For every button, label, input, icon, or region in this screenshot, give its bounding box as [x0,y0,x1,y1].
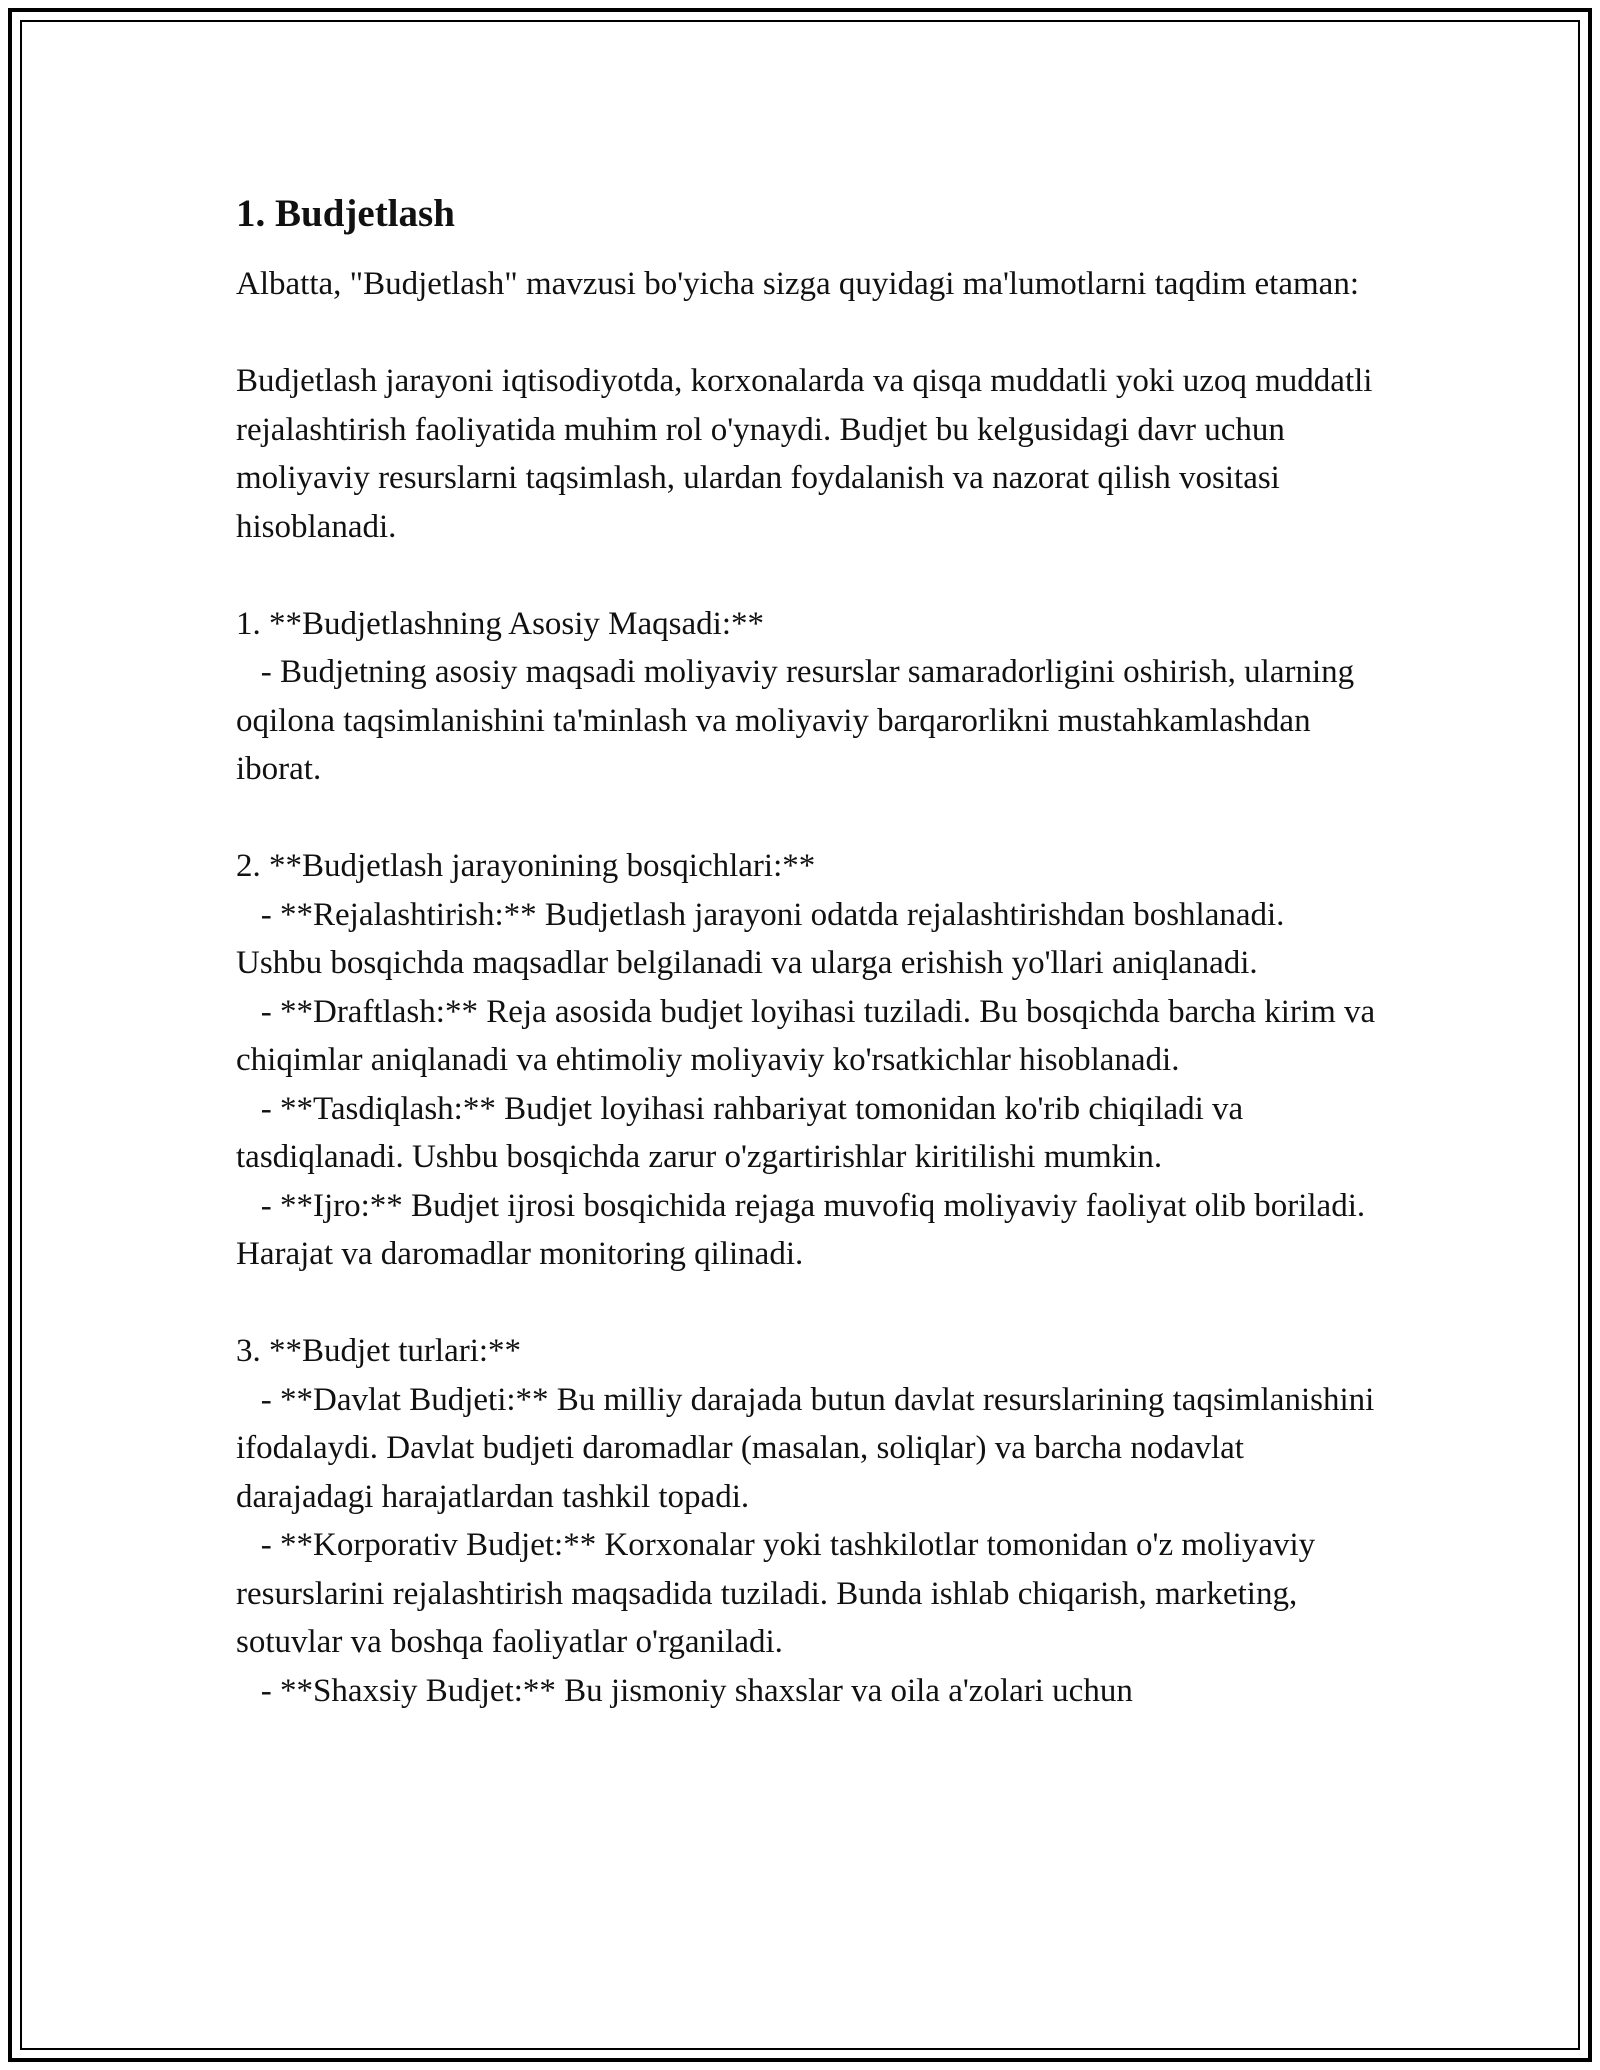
paragraph-gap [236,794,1376,843]
section-1-item: - Budjetning asosiy maqsadi moliyaviy resurslar samaradorligini oshirish, ularning oqilona taqsimlanishini ta'minlash va moliyaviy barqarorlikni mustahkamlashdan iborat. [236,654,1363,787]
section-2-title: 2. **Budjetlash jarayonining bosqichlari:** [236,848,816,884]
paragraph-gap [236,551,1376,600]
section-3-item: - **Korporativ Budjet:** Korxonalar yoki tashkilotlar tomonidan o'z moliyaviy resurslarini rejalashtirish maqsadida tuziladi. Bunda ishlab chiqarish, marketing, sotuvlar va boshqa faoliyatlar o'rganiladi. [236,1527,1324,1660]
section-2-item: - **Draftlash:** Reja asosida budjet loyihasi tuziladi. Bu bosqichda barcha kirim va chiqimlar aniqlanadi va ehtimoliy moliyaviy ko'rsatkichlar hisoblanadi. [236,993,1384,1078]
section-3-item: - **Davlat Budjeti:** Bu milliy darajada butun davlat resurslarining taqsimlanishini ifodalaydi. Davlat budjeti daromadlar (masalan, soliqlar) va barcha nodavlat darajadagi harajatlardan tashkil topadi. [236,1381,1383,1515]
section-1-title: 1. **Budjetlashning Asosiy Maqsadi:** [236,605,764,642]
section-3-title: 3. **Budjet turlari:** [236,1333,522,1369]
document-heading: 1. Budjetlash [236,192,455,235]
description-paragraph: Budjetlash jarayoni iqtisodiyotda, korxonalarda va qisqa muddatli yoki uzoq muddatli rejalashtirish faoliyatida muhim rol o'ynaydi. Budjet bu kelgusidagi davr uchun moliyaviy resurslarni taqsimlash, ulardan foydalanish va nazorat qilish vositasi hisoblanadi. [236,363,1381,545]
paragraph-gap [236,309,1376,358]
section-2-item: - **Rejalashtirish:** Budjetlash jarayoni odatda rejalashtirishdan boshlanadi. Ushbu bosqichda maqsadlar belgilanadi va ularga erishish yo'llari aniqlanadi. [236,896,1293,981]
section-3-item: - **Shaxsiy Budjet:** Bu jismoniy shaxslar va oila a'zolari uchun [236,1672,1133,1709]
section-2-item: - **Ijro:** Budjet ijrosi bosqichida rejaga muvofiq moliyaviy faoliyat olib boriladi. Harajat va daromadlar monitoring qilinadi. [236,1187,1374,1272]
document-body [236,190,1384,1715]
paragraph-gap [236,1279,1376,1328]
section-2-item: - **Tasdiqlash:** Budjet loyihasi rahbariyat tomonidan ko'rib chiqiladi va tasdiqlanadi. Ushbu bosqichda zarur o'zgartirishlar kiritilishi mumkin. [236,1090,1252,1175]
intro-paragraph: Albatta, "Budjetlash" mavzusi bo'yicha sizga quyidagi ma'lumotlarni taqdim etaman: [236,266,1359,302]
